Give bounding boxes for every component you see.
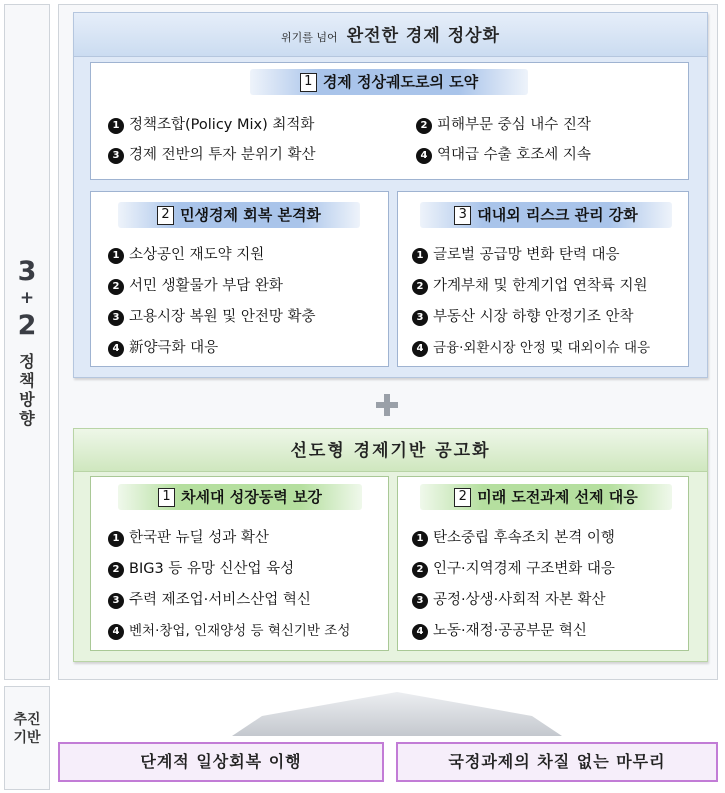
economic-normalization-header xyxy=(73,12,708,57)
list-item xyxy=(412,528,615,548)
item-number-icon: 4 xyxy=(412,341,428,357)
item-text: 노동·재정·공공부문 혁신 xyxy=(433,623,587,639)
item-number-icon: 4 xyxy=(108,624,124,640)
policy-direction-panel xyxy=(4,4,50,680)
item-text: BIG3 등 유망 신산업 육성 xyxy=(129,561,295,577)
group-title-growth xyxy=(118,484,362,510)
item-text: 역대급 수출 호조세 지속 xyxy=(437,147,591,163)
policy-label-char: 책 xyxy=(19,371,35,390)
group-title-normal-track xyxy=(250,69,528,95)
item-text: 주력 제조업·서비스산업 혁신 xyxy=(129,592,311,608)
item-number-icon: 4 xyxy=(416,148,432,164)
plus-icon xyxy=(374,392,400,418)
item-text: 가계부채 및 한계기업 연착륙 지원 xyxy=(433,278,648,294)
policy-count-plus: + xyxy=(19,288,35,308)
item-number-icon: 3 xyxy=(108,593,124,609)
foundation-support-shape xyxy=(232,690,562,740)
group-title-future xyxy=(420,484,672,510)
item-number-icon: 2 xyxy=(108,279,124,295)
list-item xyxy=(416,115,591,135)
item-number-icon: 4 xyxy=(412,624,428,640)
group-title-livelihood xyxy=(118,202,360,228)
list-item xyxy=(108,528,269,548)
group-number: 3 xyxy=(454,206,471,225)
item-number-icon: 2 xyxy=(412,562,428,578)
item-text: 벤처·창업, 인재양성 등 혁신기반 조성 xyxy=(129,623,351,639)
header-subtitle: 위기를 넘어 xyxy=(281,31,338,44)
item-number-icon: 4 xyxy=(108,341,124,357)
header-title: 완전한 경제 정상화 xyxy=(346,26,500,46)
group-number: 1 xyxy=(158,488,175,507)
leading-economy-header: 선도형 경제기반 공고화 xyxy=(73,428,708,472)
item-text: 新양극화 대응 xyxy=(129,340,219,356)
policy-label-char: 향 xyxy=(19,409,35,428)
foundation-label-line1: 추진 xyxy=(13,712,41,728)
group-title: 차세대 성장동력 보강 xyxy=(181,488,322,506)
policy-label-char: 방 xyxy=(19,390,35,409)
item-text: 탄소중립 후속조치 본격 이행 xyxy=(433,530,615,546)
list-item xyxy=(412,338,650,358)
group-number: 1 xyxy=(300,73,317,92)
group-title: 대내외 리스크 관리 강화 xyxy=(477,206,638,224)
group-number: 2 xyxy=(157,206,174,225)
item-number-icon: 1 xyxy=(412,531,428,547)
item-number-icon: 1 xyxy=(412,248,428,264)
item-text: 정책조합(Policy Mix) 최적화 xyxy=(129,117,315,133)
item-number-icon: 3 xyxy=(412,310,428,326)
item-number-icon: 1 xyxy=(108,531,124,547)
item-text: 소상공인 재도약 지원 xyxy=(129,247,265,263)
list-item xyxy=(108,115,314,135)
item-text: 한국판 뉴딜 성과 확산 xyxy=(129,530,269,546)
item-text: 부동산 시장 하향 안정기조 안착 xyxy=(433,309,634,325)
foundation-label-line2: 기반 xyxy=(13,730,41,746)
list-item xyxy=(416,145,591,165)
item-number-icon: 2 xyxy=(416,118,432,134)
item-number-icon: 3 xyxy=(108,148,124,164)
item-number-icon: 1 xyxy=(108,118,124,134)
list-item xyxy=(108,307,316,327)
item-text: 경제 전반의 투자 분위기 확산 xyxy=(129,147,316,163)
group-title: 민생경제 회복 본격화 xyxy=(180,206,321,224)
list-item xyxy=(108,621,350,641)
group-title: 경제 정상궤도로의 도약 xyxy=(322,73,479,91)
policy-count-three: 3 xyxy=(17,256,37,287)
item-number-icon: 3 xyxy=(108,310,124,326)
item-number-icon: 2 xyxy=(412,279,428,295)
list-item xyxy=(108,559,294,579)
item-text: 서민 생활물가 부담 완화 xyxy=(129,278,283,294)
foundation-box-national-tasks: 국정과제의 차질 없는 마무리 xyxy=(396,742,718,782)
item-text: 금융·외환시장 안정 및 대외이슈 대응 xyxy=(433,340,651,356)
item-text: 피해부문 중심 내수 진작 xyxy=(437,117,591,133)
group-number: 2 xyxy=(454,488,471,507)
item-number-icon: 1 xyxy=(108,248,124,264)
item-number-icon: 3 xyxy=(412,593,428,609)
list-item xyxy=(412,621,587,641)
list-item xyxy=(108,338,218,358)
list-item xyxy=(108,276,283,296)
list-item xyxy=(108,590,311,610)
group-title: 미래 도전과제 선제 대응 xyxy=(477,488,638,506)
list-item xyxy=(412,559,615,579)
list-item xyxy=(108,245,264,265)
item-text: 인구·지역경제 구조변화 대응 xyxy=(433,561,615,577)
group-title-risk xyxy=(420,202,672,228)
item-text: 글로벌 공급망 변화 탄력 대응 xyxy=(433,247,620,263)
list-item xyxy=(412,590,606,610)
item-number-icon: 2 xyxy=(108,562,124,578)
foundation-box-recovery: 단계적 일상회복 이행 xyxy=(58,742,384,782)
list-item xyxy=(412,245,620,265)
list-item xyxy=(412,307,634,327)
list-item xyxy=(108,145,316,165)
policy-label-char: 정 xyxy=(19,352,35,371)
item-text: 공정·상생·사회적 자본 확산 xyxy=(433,592,606,608)
policy-count-two: 2 xyxy=(17,310,37,341)
list-item xyxy=(412,276,648,296)
item-text: 고용시장 복원 및 안전망 확충 xyxy=(129,309,316,325)
